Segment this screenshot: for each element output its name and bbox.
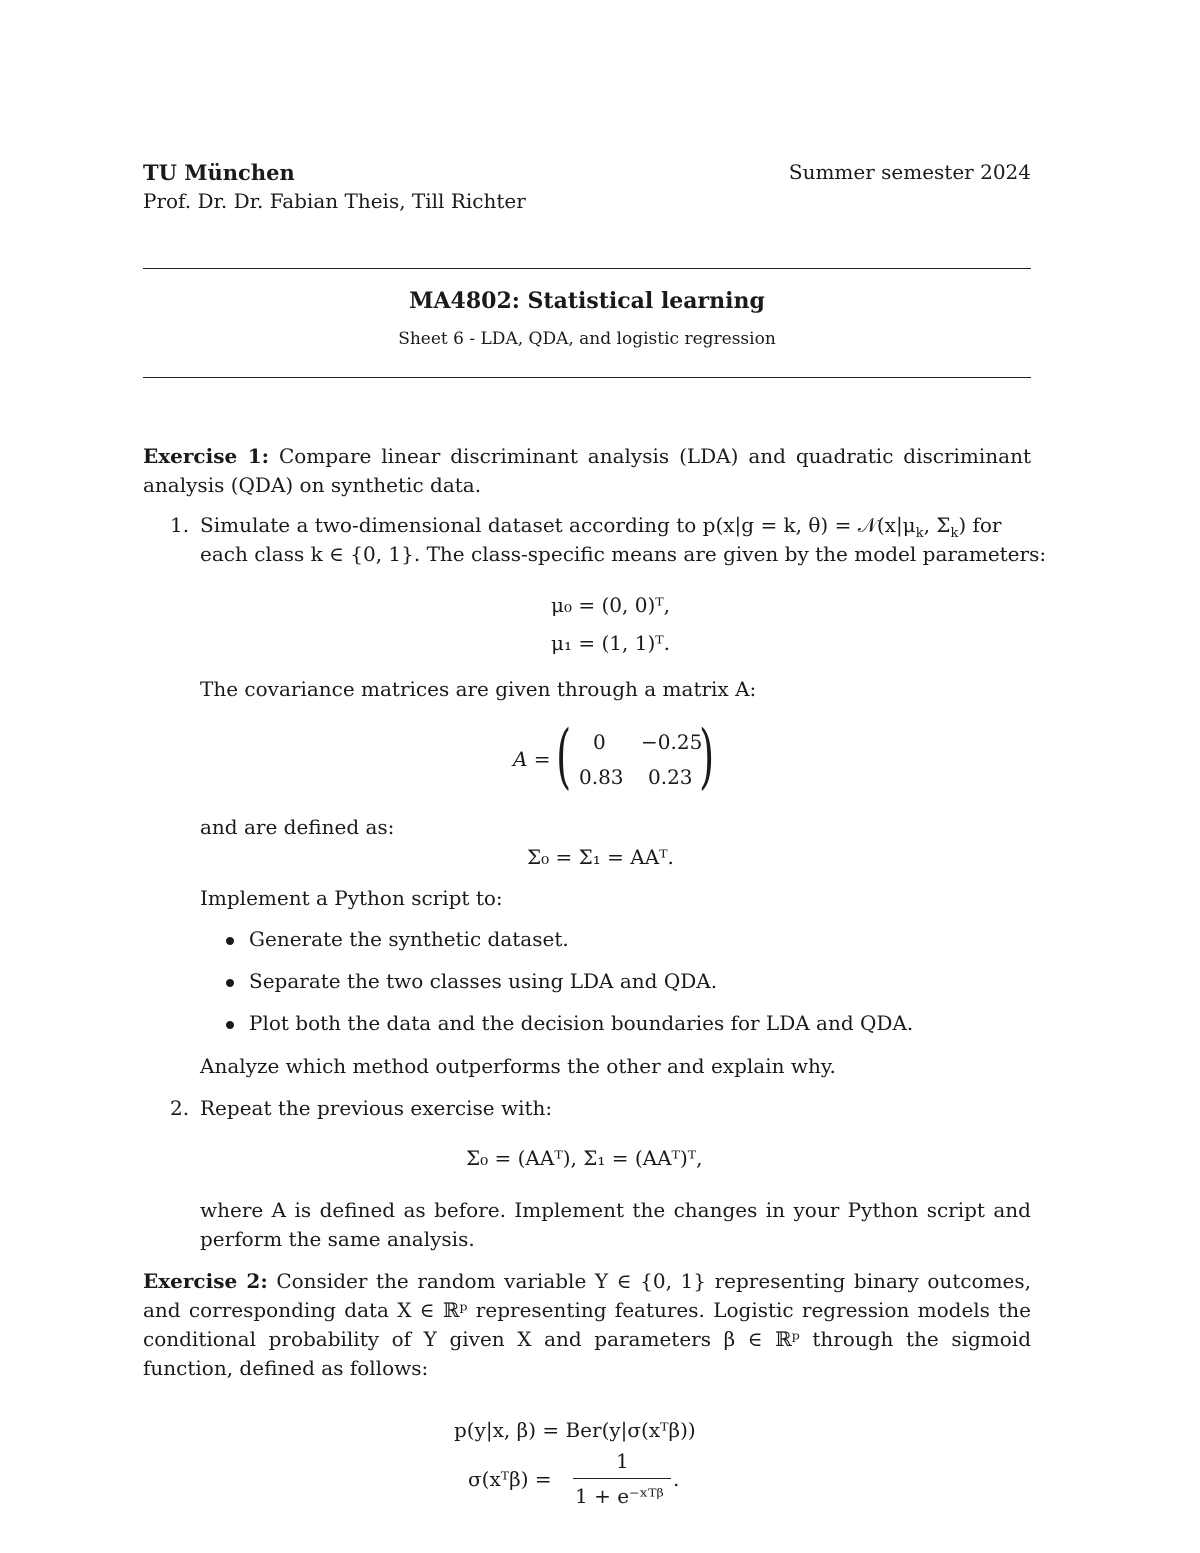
bullet-2-dot: [226, 979, 234, 987]
exercise2-text: [143, 1267, 1031, 1383]
matrix-label: A =: [513, 747, 551, 771]
matrix-cell-01: −0.25: [641, 730, 703, 754]
defined-as: and are defined as:: [200, 815, 395, 839]
exercise1-label: Exercise 1:: [143, 444, 270, 468]
analyze-text: Analyze which method outperforms the other and explain why.: [200, 1054, 836, 1078]
sigmoid-end: .: [673, 1467, 680, 1491]
matrix-cell-10: 0.83: [579, 765, 624, 789]
covariance-intro: The covariance matrices are given through a matrix A:: [200, 677, 757, 701]
fraction-line: [573, 1478, 671, 1479]
course-title: MA4802: Statistical learning: [409, 288, 765, 314]
top-rule: [143, 268, 1031, 269]
sigma-equation: Σ₀ = Σ₁ = AAᵀ.: [527, 845, 674, 869]
bullet-1: Generate the synthetic dataset.: [249, 927, 569, 951]
matrix-left-paren: (: [556, 715, 572, 797]
exercise2-body: Consider the random variable Y ∈ {0, 1} representing binary outcomes, and corresponding data X ∈ ℝᵖ representing features. Logistic regression models the conditional probability of Y given X and parameters β ∈ ℝᵖ through the sigmoid function, defined as follows:: [143, 1269, 1031, 1380]
sigma-equation-2: Σ₀ = (AAᵀ), Σ₁ = (AAᵀ)ᵀ,: [466, 1146, 703, 1170]
exercise2-label: Exercise 2:: [143, 1269, 268, 1293]
bullet-3-dot: [226, 1021, 234, 1029]
logistic-eq1: p(y|x, β) = Ber(y|σ(xᵀβ)): [454, 1418, 696, 1442]
exercise1-intro: [143, 442, 1031, 500]
item1-number: 1.: [170, 513, 190, 537]
exercise1-intro-text: Compare linear discriminant analysis (LDA) and quadratic discriminant analysis (QDA) on synthetic data.: [143, 444, 1032, 497]
matrix-right-paren: ): [699, 715, 715, 797]
item1-text-a: Simulate a two-dimensional dataset according to p(x|g = k, θ) = 𝒩(x|μ: [200, 513, 916, 537]
item2-after-text: where A is defined as before. Implement the changes in your Python script and perform the same analysis.: [200, 1198, 1031, 1251]
sigmoid-lhs: σ(xᵀβ) =: [468, 1467, 552, 1491]
bullet-1-dot: [226, 937, 234, 945]
sigmoid-denominator: 1 + e⁻ˣᵀᵝ: [575, 1484, 664, 1508]
sheet-subtitle: Sheet 6 - LDA, QDA, and logistic regression: [398, 329, 776, 349]
mu1-equation: μ₁ = (1, 1)ᵀ.: [551, 631, 671, 655]
bullet-2: Separate the two classes using LDA and QDA.: [249, 969, 718, 993]
bottom-rule: [143, 377, 1031, 378]
bullet-3: Plot both the data and the decision boundaries for LDA and QDA.: [249, 1011, 914, 1035]
item1-line1: Simulate a two-dimensional dataset according to p(x|g = k, $\theta) = 𝒩(x|\mu_k$, $\Sigma_k$) for: [200, 513, 1002, 541]
mu0-equation: μ₀ = (0, 0)ᵀ,: [551, 593, 671, 617]
university-name: TU München: [143, 160, 295, 185]
sigmoid-numerator: 1: [616, 1449, 629, 1473]
instructors: Prof. Dr. Dr. Fabian Theis, Till Richter: [143, 189, 526, 213]
item2-number: 2.: [170, 1096, 190, 1120]
semester: Summer semester 2024: [788, 160, 1031, 184]
implement-text: Implement a Python script to:: [200, 886, 503, 910]
item2-text: Repeat the previous exercise with:: [200, 1096, 553, 1120]
matrix-cell-00: 0: [593, 730, 606, 754]
item1-line2: each class k ∈ {0, 1}. The class-specific means are given by the model parameters:: [200, 542, 1047, 566]
matrix-cell-11: 0.23: [648, 765, 693, 789]
